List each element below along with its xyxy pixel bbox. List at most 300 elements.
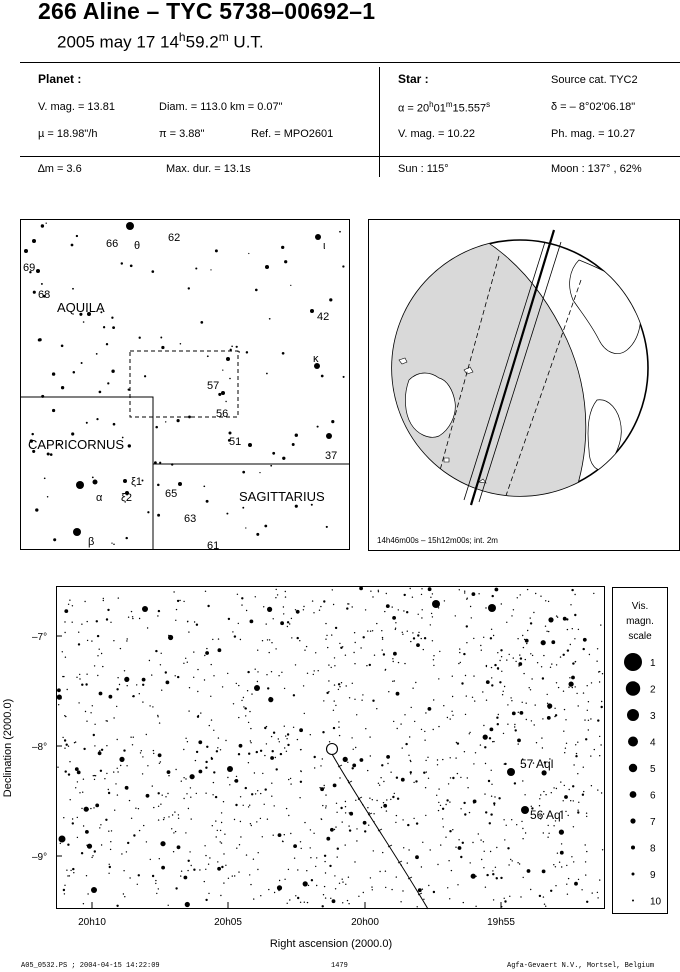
star-dot — [142, 684, 144, 686]
star-dot — [367, 630, 368, 631]
star-dot — [372, 799, 373, 800]
star-dot — [284, 747, 285, 748]
star-dot — [329, 741, 330, 742]
star-dot — [198, 740, 202, 744]
planet-diameter: Diam. = 113.0 km = 0.07" — [159, 101, 283, 113]
star-dot — [588, 729, 589, 730]
star-dot — [335, 705, 336, 706]
star-dot — [416, 822, 418, 824]
star-dot — [488, 780, 490, 782]
star-dot — [385, 871, 386, 872]
star-dot — [522, 702, 523, 703]
star-dot — [443, 826, 444, 827]
star-dot — [227, 673, 228, 674]
star-dot — [200, 712, 201, 713]
star-dot — [181, 781, 182, 782]
star-dot — [578, 879, 579, 880]
star-dot — [211, 719, 212, 720]
star-dot — [339, 231, 341, 233]
star-dot — [491, 667, 492, 668]
star-dot — [212, 639, 213, 640]
star-dot — [428, 707, 432, 711]
star-dot — [123, 870, 124, 871]
star-dot — [497, 652, 498, 653]
star-dot — [354, 632, 355, 633]
star-dot — [553, 864, 554, 865]
star-dot — [333, 604, 334, 605]
star-dot — [44, 477, 46, 479]
star-dot — [119, 684, 120, 685]
star-dot — [177, 845, 181, 849]
star-dot — [440, 844, 441, 845]
star-dot — [507, 847, 509, 849]
star-dot — [332, 899, 336, 903]
star-dot — [500, 649, 502, 651]
star-dot — [328, 680, 329, 681]
star-dot — [417, 634, 419, 636]
star-dot — [90, 808, 91, 809]
star-dot — [222, 686, 223, 687]
star-dot — [544, 904, 545, 905]
star-dot — [565, 748, 566, 749]
star-label: 68 — [38, 289, 51, 301]
star-dot — [255, 793, 256, 794]
star-dot — [293, 727, 294, 728]
star-dot — [485, 763, 486, 764]
star-dot — [466, 695, 467, 696]
star-dot — [275, 757, 276, 758]
star-dot — [574, 614, 576, 616]
star-dot — [366, 665, 367, 666]
star-dot — [518, 712, 519, 713]
star-dot — [284, 260, 287, 263]
star-dot — [248, 762, 249, 763]
star-dot — [361, 700, 362, 701]
star-dot — [583, 648, 585, 650]
star-dot — [84, 601, 85, 602]
star-dot — [238, 685, 239, 686]
star-dot — [260, 750, 262, 752]
star-dot — [149, 705, 150, 706]
star-dot — [72, 605, 73, 606]
star-dot — [408, 755, 409, 756]
star-dot — [205, 869, 206, 870]
star-dot — [64, 621, 65, 622]
star-dot — [599, 736, 600, 737]
star-dot — [277, 885, 282, 890]
star-dot — [77, 781, 78, 782]
star-dot — [367, 770, 368, 771]
star-dot — [337, 856, 338, 857]
star-dot — [183, 777, 184, 778]
star-dot — [373, 813, 374, 814]
star-dot — [415, 682, 416, 683]
star-dot — [262, 640, 263, 641]
star-dot — [132, 618, 133, 619]
star-dot — [418, 888, 422, 892]
star-dot — [213, 771, 215, 773]
star-dot — [577, 811, 579, 813]
star-dot — [204, 845, 205, 846]
star-dot — [345, 655, 346, 656]
star-dot — [102, 666, 103, 667]
star-dot — [425, 815, 426, 816]
star-dot — [334, 829, 335, 830]
star-dot — [288, 779, 289, 780]
star-dot — [547, 716, 551, 720]
star-dot — [412, 688, 413, 689]
star-dot — [126, 765, 127, 766]
star-dot — [547, 694, 548, 695]
star-dot — [107, 720, 108, 721]
star-dot — [324, 787, 325, 788]
star-dot — [370, 755, 371, 756]
star-dot — [188, 860, 190, 862]
scale-value: 9 — [650, 870, 656, 881]
star-dot — [492, 873, 494, 875]
star-dot — [325, 794, 326, 795]
star-dot — [402, 890, 403, 891]
star-dot — [404, 663, 405, 664]
planet-vmag: V. mag. = 13.81 — [38, 101, 115, 113]
star-dot — [246, 351, 248, 353]
scale-dot — [630, 791, 637, 798]
star-dot — [514, 724, 515, 725]
star-label: 57 — [207, 380, 220, 392]
star-dot — [517, 638, 518, 639]
star-dot — [96, 353, 98, 355]
star-dot — [339, 686, 340, 687]
star-dot — [175, 831, 176, 832]
star-dot — [335, 627, 337, 629]
star-dot — [525, 639, 529, 643]
star-dot — [82, 792, 83, 793]
star-dot — [325, 639, 326, 640]
star-dot — [70, 870, 71, 871]
star-dot — [297, 739, 298, 740]
star-dot — [489, 822, 491, 824]
star-dot — [450, 718, 451, 719]
star-dot — [293, 694, 295, 696]
star-dot — [205, 651, 209, 655]
star-dot — [542, 718, 543, 719]
star-dot — [503, 819, 504, 820]
star-dot — [533, 612, 534, 613]
star-dot — [92, 705, 93, 706]
star-dot — [424, 637, 426, 639]
star-dot — [343, 757, 348, 762]
star-dot — [355, 800, 356, 801]
star-dot — [384, 611, 385, 612]
star-dot — [289, 623, 290, 624]
star-dot — [410, 641, 411, 642]
star-dot — [63, 889, 65, 891]
star-label: 63 — [184, 513, 197, 525]
star-dot — [111, 830, 112, 831]
star-dot — [79, 792, 80, 793]
star-dot — [268, 889, 269, 890]
star-dot — [586, 851, 587, 852]
ra-tick-3: 20h00 — [351, 917, 379, 928]
star-dot — [322, 905, 324, 907]
star-dot — [452, 696, 453, 697]
star-dot — [132, 744, 133, 745]
star-dot — [285, 596, 286, 597]
star-dot — [561, 866, 562, 867]
star-dot — [205, 899, 207, 901]
star-dot — [438, 726, 439, 727]
star-dot — [269, 697, 270, 698]
star-dot — [325, 897, 326, 898]
star-dot — [147, 765, 148, 766]
star-dot — [467, 777, 468, 778]
star-dot — [240, 796, 241, 797]
star-dot — [508, 864, 509, 865]
star-dot — [464, 592, 465, 593]
star-dot — [248, 753, 250, 755]
star-dot — [569, 677, 570, 678]
star-dot — [71, 432, 74, 435]
star-dot — [602, 673, 603, 674]
star-label-56-aql: 56 Aql — [530, 808, 564, 822]
star-dot — [208, 893, 209, 894]
star-dot — [589, 654, 590, 655]
star-dot — [142, 756, 143, 757]
star-dot — [35, 508, 38, 511]
star-dot — [575, 661, 576, 662]
star-dot — [352, 764, 356, 768]
star-dot — [329, 865, 331, 867]
star-dot — [442, 759, 443, 760]
bright-star — [432, 600, 440, 608]
star-dot — [94, 724, 95, 725]
star-dot — [502, 694, 503, 695]
star-dot — [86, 721, 87, 722]
star-dot — [187, 741, 188, 742]
star-dot — [272, 750, 274, 752]
star-dot — [461, 682, 463, 684]
star-dot — [586, 816, 587, 817]
star-dot — [156, 893, 157, 894]
star-dot — [323, 600, 325, 602]
star-dot — [532, 655, 533, 656]
star-dot — [524, 794, 525, 795]
star-dot — [158, 806, 159, 807]
star-dot — [319, 787, 320, 788]
star-dot — [394, 793, 395, 794]
star-dot — [369, 736, 370, 737]
star-dot — [249, 805, 250, 806]
star-dot — [97, 635, 99, 637]
star-dot — [266, 623, 267, 624]
star-dot — [402, 632, 403, 633]
star-dot — [426, 771, 427, 772]
bright-star — [315, 234, 321, 240]
star-dot — [345, 884, 346, 885]
star-dot — [438, 678, 439, 679]
star-dot — [113, 771, 114, 772]
star-dot — [173, 591, 174, 592]
star-dot — [271, 642, 272, 643]
star-label: 42 — [317, 311, 330, 323]
planet-heading: Planet : — [38, 72, 82, 86]
star-dot — [570, 800, 571, 801]
star-dot — [258, 852, 259, 853]
star-dot — [108, 792, 110, 794]
star-dot — [101, 749, 103, 751]
star-dot — [157, 484, 160, 487]
star-dot — [324, 886, 325, 887]
star-dot — [251, 793, 253, 795]
star-dot — [529, 687, 530, 688]
star-dot — [242, 471, 245, 474]
star-dot — [67, 844, 69, 846]
star-dot — [509, 896, 510, 897]
star-dot — [404, 714, 405, 715]
star-dot — [551, 792, 552, 793]
star-dot — [115, 783, 116, 784]
star-dot — [458, 839, 459, 840]
star-dot — [235, 804, 237, 806]
star-dot — [402, 634, 403, 635]
star-dot — [423, 899, 424, 900]
star-dot — [373, 850, 374, 851]
star-dot — [414, 721, 415, 722]
star-dot — [165, 796, 166, 797]
star-dot — [117, 768, 118, 769]
star-dot — [500, 877, 502, 879]
star-dot — [254, 772, 255, 773]
star-dot — [300, 749, 301, 750]
star-dot — [123, 749, 125, 751]
star-dot — [543, 832, 544, 833]
scale-dot — [632, 873, 635, 876]
star-dot — [232, 631, 233, 632]
star-dot — [421, 617, 422, 618]
star-dot — [97, 655, 98, 656]
star-dot — [348, 903, 349, 904]
star-dot — [308, 885, 309, 886]
star-dot — [535, 704, 536, 705]
star-dot — [111, 370, 114, 373]
star-dot — [124, 677, 129, 682]
star-dot — [430, 849, 431, 850]
star-dot — [566, 618, 568, 620]
delta-magnitude: ∆m = 3.6 — [38, 163, 82, 175]
star-dot — [275, 648, 276, 649]
star-dot — [483, 725, 484, 726]
star-dot — [188, 287, 190, 289]
star-dot — [452, 777, 454, 779]
star-dot — [547, 837, 548, 838]
scale-value: 2 — [650, 684, 656, 696]
star-dot — [472, 697, 473, 698]
star-dot — [557, 617, 558, 618]
star-dot — [401, 778, 405, 782]
star-dot — [448, 783, 449, 784]
star-dot — [311, 504, 313, 506]
star-dot — [297, 897, 299, 899]
star-dot — [412, 632, 413, 633]
star-dot — [564, 785, 565, 786]
star-dot — [335, 888, 336, 889]
star-dot — [383, 781, 384, 782]
star-dot — [559, 830, 564, 835]
star-dot — [177, 676, 179, 678]
star-dot — [153, 807, 154, 808]
star-dot — [392, 616, 396, 620]
star-dot — [498, 797, 500, 799]
star-dot — [347, 762, 348, 763]
star-dot — [57, 688, 61, 692]
star-dot — [576, 693, 577, 694]
star-dot — [65, 657, 66, 658]
star-dot — [421, 638, 422, 639]
star-dot — [565, 719, 566, 720]
star-dot — [325, 872, 326, 873]
star-dot — [583, 638, 587, 642]
star-dot — [160, 337, 162, 339]
star-dot — [57, 767, 58, 768]
star-dot — [99, 692, 103, 696]
star-declination: δ = – 8°02'06.18" — [551, 101, 636, 113]
star-dot — [270, 756, 274, 760]
star-label: 37 — [325, 450, 338, 462]
star-dot — [50, 453, 53, 456]
star-dot — [403, 847, 404, 848]
star-dot — [485, 811, 487, 813]
star-dot — [79, 678, 80, 679]
star-dot — [62, 651, 63, 652]
star-dot — [563, 617, 567, 621]
star-dot — [585, 738, 587, 740]
star-dot — [271, 796, 272, 797]
star-dot — [581, 889, 582, 890]
star-dot — [522, 828, 523, 829]
star-dot — [72, 818, 73, 819]
star-dot — [571, 856, 572, 857]
star-dot — [133, 834, 135, 836]
bright-star — [73, 528, 81, 536]
star-dot — [572, 628, 573, 629]
star-dot — [353, 749, 354, 750]
scale-title-2: magn. — [626, 616, 654, 627]
star-dot — [480, 744, 481, 745]
star-dot — [246, 854, 247, 855]
star-dot — [161, 653, 162, 654]
star-dot — [81, 808, 82, 809]
star-dot — [455, 757, 456, 758]
star-dot — [315, 652, 316, 653]
star-dot — [147, 627, 148, 628]
star-dot — [587, 710, 588, 711]
star-dot — [165, 421, 166, 422]
star-dot — [345, 812, 346, 813]
star-dot — [297, 869, 298, 870]
star-dot — [218, 638, 219, 639]
star-dot — [266, 674, 267, 675]
star-dot — [445, 804, 446, 805]
star-dot — [340, 807, 342, 809]
star-dot — [295, 664, 296, 665]
star-dot — [189, 687, 190, 688]
star-dot — [566, 884, 567, 885]
star-dot — [570, 644, 571, 645]
star-dot — [164, 817, 165, 818]
star-dot — [236, 848, 237, 849]
star-dot — [282, 352, 285, 355]
star-dot — [467, 598, 468, 599]
